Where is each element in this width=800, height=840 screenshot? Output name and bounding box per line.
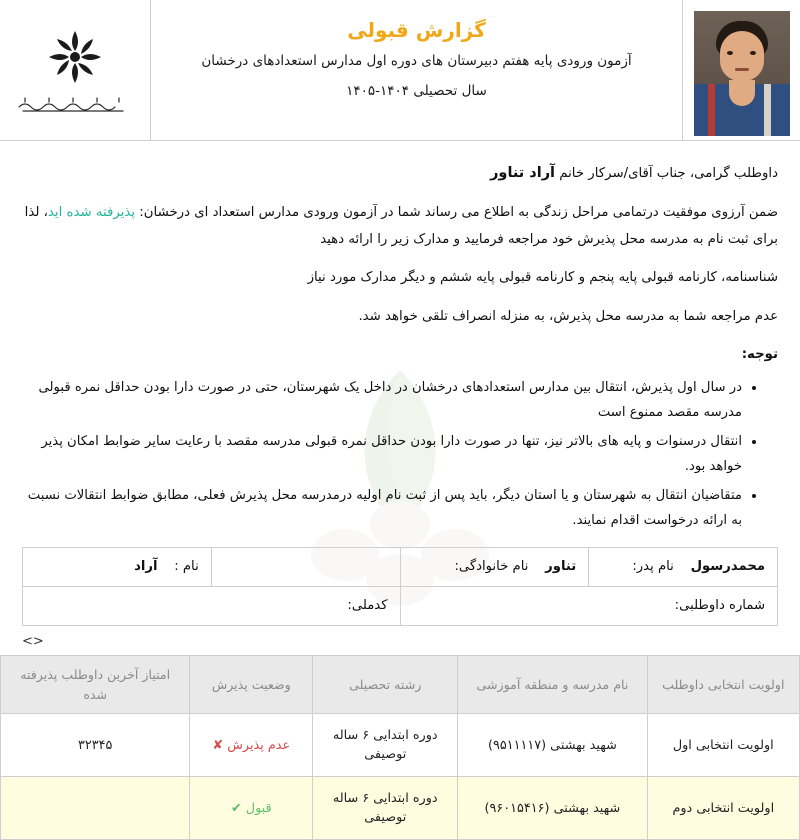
letter-body [0,141,800,626]
father-name-value: محمدرسول [690,559,765,575]
candidate-number-label: شماره داوطلبی: [674,598,765,614]
list-item: • در سال اول پذیرش، انتقال بین مدارس استعدادهای درخشان در داخل یک شهرستان، حتی در صورت دارا بودن حداقل نمره قبولی مدرسه مقصد ممنوع است [22,375,742,425]
salutation-prefix: داوطلب گرامی، جناب آقای/سرکار خانم [555,166,778,181]
notes-list [22,375,760,533]
reject-icon: ✘ [212,737,224,753]
cell-score [1,777,190,840]
cell-school: شهید بهشتی (۹۶۰۱۵۴۱۶) [458,777,647,840]
cell-priority: اولویت انتخابی دوم [647,777,799,840]
cell-field: دوره ابتدایی ۶ ساله توصیفی [313,714,458,777]
salutation-line [22,159,778,188]
results-table [0,655,800,840]
organization-logo-container [0,0,151,140]
column-header-school: نام مدرسه و منطقه آموزشی [458,656,647,714]
candidate-number-cell [400,587,778,626]
column-header-status: وضعیت پذیرش [190,656,313,714]
column-header-score: امتیاز آخرین داوطلب پذیرفته شده [1,656,190,714]
national-id-cell [23,587,401,626]
identity-table [22,547,778,626]
father-name-cell [589,548,778,587]
table-header-row [1,656,800,714]
father-name-label: نام پدر: [632,559,674,575]
last-name-cell [400,548,589,587]
status-text: قبول [245,800,272,816]
accept-icon: ✔ [230,800,242,816]
status-text: عدم پذیرش [227,737,291,753]
first-name-value: آراد [134,559,158,575]
last-name-value: تناور [545,559,577,575]
pagination-arrows[interactable]: <> [22,634,44,650]
page-header [0,0,800,141]
academic-year: سال تحصیلی ۱۴۰۴-۱۴۰۵ [346,83,487,99]
last-name-label: نام خانوادگی: [454,559,529,575]
column-header-priority: اولویت انتخابی داوطلب [647,656,799,714]
sampad-star-icon [40,25,110,93]
table-row [1,777,800,840]
documents-paragraph: شناسنامه، کارنامه قبولی پایه پنجم و کارنامه قبولی پایه ششم و دیگر مدارک مورد نیاز [307,270,778,286]
cell-status [190,777,313,840]
table-row [23,548,778,587]
list-item: • متقاضیان انتقال به شهرستان و یا استان دیگر، باید پس از ثبت نام اولیه درمدرسه محل پذیرش فعلی، مطابق ضوابط انتقالات نسبت به ارائه درخواست اقدام نمایند. [22,483,742,533]
cell-school: شهید بهشتی (۹۵۱۱۱۱۷) [458,714,647,777]
withdrawal-paragraph: عدم مراجعه شما به مدرسه محل پذیرش، به منزله انصراف تلقی خواهد شد. [358,308,778,324]
column-header-field: رشته تحصیلی [313,656,458,714]
acceptance-paragraph [22,200,778,253]
national-id-label: کدملی: [347,598,388,614]
acceptance-status-text: پذیرفته شده اید [47,205,136,220]
cell-status [190,714,313,777]
first-name-label: نام : [174,559,199,575]
candidate-photo [694,11,790,136]
exam-description: آزمون ورودی پایه هفتم دبیرستان های دوره اول مدارس استعدادهای درخشان [201,53,632,69]
cell-field: دوره ابتدایی ۶ ساله توصیفی [313,777,458,840]
cell-score: ۳۲۳۴۵ [1,714,190,777]
list-item: • انتقال درسنوات و پایه های بالاتر نیز، تنها در صورت دارا بودن حداقل نمره قبولی مدرسه مقصد با رعایت سایر ضوابط امکان پذیر خواهد بود. [22,429,742,479]
header-text-block [151,0,682,140]
page-title: گزارش قبولی [347,18,486,42]
table-row [1,714,800,777]
organization-logo-text [15,93,135,115]
cell-priority: اولویت انتخابی اول [647,714,799,777]
acceptance-text-b: ، لذا برای ثبت نام به مدرسه محل پذیرش خود مراجعه فرمایید و مدارک زیر را ارائه دهید [24,205,778,247]
first-name-cell [23,548,212,587]
candidate-photo-container [682,0,800,140]
candidate-full-name: آراد تناور [490,165,556,181]
table-row [23,587,778,626]
acceptance-text-a: ضمن آرزوی موفقیت درتمامی مراحل زندگی به اطلاع می رساند شما در آزمون ورودی مدارس استعداد ای درخشان: [135,205,778,220]
empty-cell [211,548,400,587]
notes-title: توجه: [741,347,778,363]
